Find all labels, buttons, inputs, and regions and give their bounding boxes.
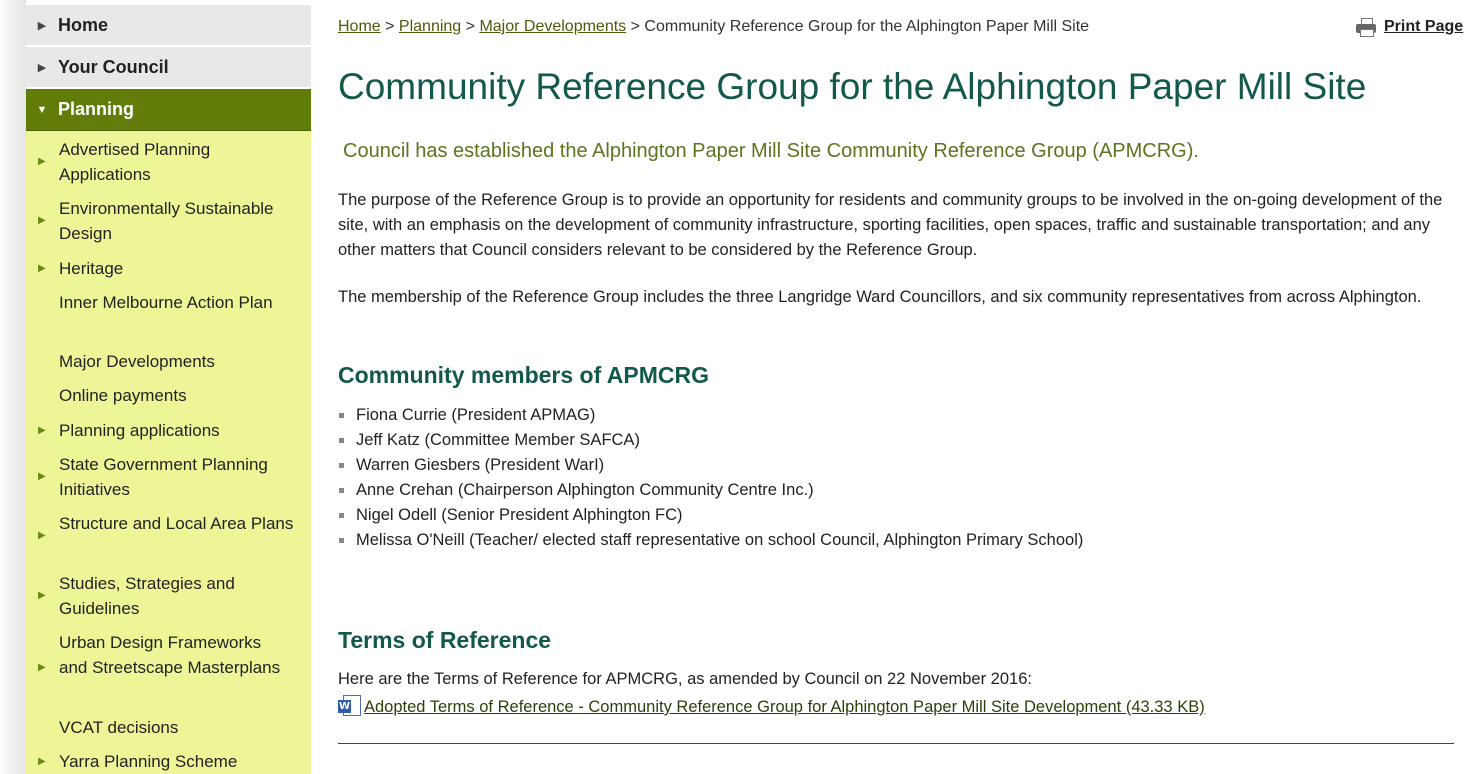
terms-paragraph: Here are the Terms of Reference for APMCRG, as amended by Council on 22 November 2016: bbox=[338, 670, 1032, 688]
caret-right-icon: ▶ bbox=[37, 61, 47, 74]
breadcrumb bbox=[338, 18, 1089, 36]
subnav-item-label: Planning applications bbox=[59, 421, 220, 440]
word-document-icon: W bbox=[338, 695, 360, 717]
divider bbox=[338, 743, 1454, 744]
document-download bbox=[338, 695, 1205, 717]
subnav-item-label: Urban Design Frameworks and Streetscape Masterplans bbox=[59, 633, 281, 677]
printer-icon bbox=[1356, 18, 1376, 36]
sidebar-nav bbox=[26, 5, 311, 774]
subnav-item-label: VCAT decisions bbox=[59, 718, 179, 737]
breadcrumb-separator: > bbox=[626, 18, 645, 35]
list-item: Nigel Odell (Senior President Alphington FC) bbox=[338, 503, 1083, 528]
subnav-item-label: Studies, Strategies and Guidelines bbox=[59, 574, 235, 618]
subnav-item-label: Major Developments bbox=[59, 352, 215, 371]
sidebar-item-label: Planning bbox=[58, 99, 134, 119]
breadcrumb-separator: > bbox=[461, 18, 480, 35]
caret-right-icon: ▶ bbox=[38, 471, 46, 482]
subnav-item-label: Environmentally Sustainable Design bbox=[59, 199, 274, 243]
caret-right-icon: ▶ bbox=[38, 662, 46, 673]
subnav-item-label: State Government Planning Initiatives bbox=[59, 455, 268, 499]
membership-paragraph: The membership of the Reference Group includes the three Langridge Ward Councillors, and six community representatives from across Alphington. bbox=[338, 288, 1422, 306]
subnav-item-label: Yarra Planning Scheme bbox=[59, 752, 238, 771]
planning-subnav bbox=[26, 131, 311, 774]
caret-right-icon: ▶ bbox=[38, 156, 46, 167]
caret-down-icon: ▼ bbox=[36, 103, 48, 116]
breadcrumb-link-home[interactable]: Home bbox=[338, 18, 381, 35]
caret-right-icon: ▶ bbox=[38, 590, 46, 601]
list-item: Fiona Currie (President APMAG) bbox=[338, 403, 1083, 428]
caret-right-icon: ▶ bbox=[38, 756, 46, 767]
sidebar-item-label: Home bbox=[58, 14, 109, 35]
subnav-item-label: Online payments bbox=[59, 386, 187, 405]
subnav-item-label: Heritage bbox=[59, 259, 124, 278]
caret-right-icon: ▶ bbox=[38, 530, 46, 541]
list-item: Warren Giesbers (President WarI) bbox=[338, 453, 1083, 478]
subnav-item-label: Inner Melbourne Action Plan bbox=[59, 293, 273, 312]
caret-right-icon: ▶ bbox=[38, 215, 46, 226]
caret-right-icon: ▶ bbox=[37, 19, 47, 32]
print-page-label: Print Page bbox=[1384, 18, 1464, 35]
breadcrumb-separator: > bbox=[380, 18, 399, 35]
members-list bbox=[338, 403, 1083, 553]
sidebar-item-home[interactable] bbox=[26, 5, 311, 45]
print-page-button[interactable] bbox=[1356, 18, 1463, 36]
caret-right-icon: ▶ bbox=[38, 425, 46, 436]
page-intro: Council has established the Alphington Paper Mill Site Community Reference Group (APMCRG). bbox=[343, 140, 1199, 162]
subnav-item-label: Structure and Local Area Plans bbox=[59, 514, 294, 533]
members-heading: Community members of APMCRG bbox=[338, 362, 710, 388]
breadcrumb-current: Community Reference Group for the Alphington Paper Mill Site bbox=[644, 18, 1090, 35]
breadcrumb-link-planning[interactable]: Planning bbox=[398, 18, 462, 35]
caret-right-icon: ▶ bbox=[38, 263, 46, 274]
subnav-item-label: Advertised Planning Applications bbox=[59, 140, 211, 184]
list-item: Jeff Katz (Committee Member SAFCA) bbox=[338, 428, 1083, 453]
sidebar-item-planning[interactable] bbox=[26, 89, 311, 132]
terms-heading: Terms of Reference bbox=[338, 627, 552, 653]
purpose-paragraph: The purpose of the Reference Group is to provide an opportunity for residents and community groups to be involved in the on-going development of the site, with an emphasis on the development of community infrastructure, sporting facilities, open spaces, traffic and sustainable transportation; and any other matters that Council considers relevant to be considered by the Reference Group. bbox=[338, 191, 1443, 259]
page-gutter bbox=[0, 0, 26, 774]
breadcrumb-link-major-developments[interactable]: Major Developments bbox=[479, 18, 627, 35]
list-item: Melissa O'Neill (Teacher/ elected staff representative on school Council, Alphington Primary School) bbox=[338, 528, 1083, 553]
terms-document-link[interactable]: Adopted Terms of Reference - Community Reference Group for Alphington Paper Mill Site Development (43.33 KB) bbox=[364, 698, 1205, 716]
list-item: Anne Crehan (Chairperson Alphington Community Centre Inc.) bbox=[338, 478, 1083, 503]
sidebar-item-label: Your Council bbox=[58, 56, 169, 77]
page-title: Community Reference Group for the Alphington Paper Mill Site bbox=[338, 66, 1367, 107]
sidebar-item-your-council[interactable] bbox=[26, 47, 311, 87]
